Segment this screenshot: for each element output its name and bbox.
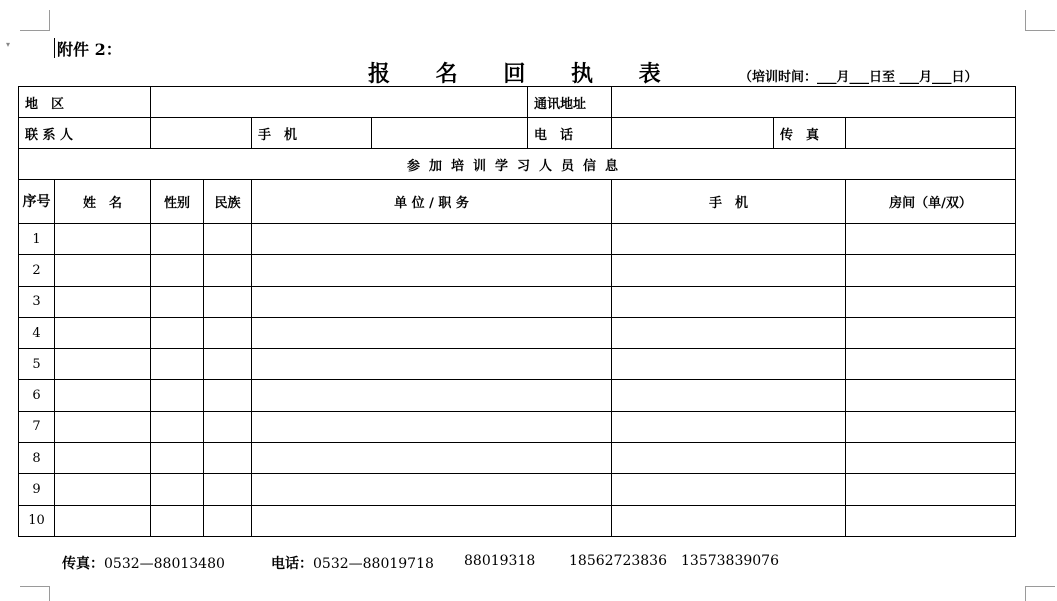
footer-fax (62, 553, 225, 573)
table-row (19, 411, 1016, 442)
room-cell[interactable] (846, 349, 1016, 380)
gender-cell[interactable] (151, 286, 204, 317)
room-cell[interactable] (846, 224, 1016, 255)
row-number: 6 (19, 380, 55, 411)
footer-phone-number-3: 18562723836 (569, 553, 667, 569)
mobile-cell[interactable] (612, 505, 846, 536)
name-cell[interactable] (55, 286, 151, 317)
ethnicity-cell[interactable] (204, 380, 252, 411)
table-row (19, 474, 1016, 505)
contact-label: 联 系 人 (19, 118, 151, 149)
name-cell[interactable] (55, 505, 151, 536)
unit-position-cell[interactable] (252, 411, 612, 442)
table-row (19, 349, 1016, 380)
mobile-cell[interactable] (612, 411, 846, 442)
name-cell[interactable] (55, 474, 151, 505)
unit-position-cell[interactable] (252, 317, 612, 348)
row-number: 1 (19, 224, 55, 255)
gender-cell[interactable] (151, 349, 204, 380)
ethnicity-cell[interactable] (204, 411, 252, 442)
table-row (19, 286, 1016, 317)
footer-fax-number: 0532—88013480 (104, 556, 225, 572)
name-cell[interactable] (55, 380, 151, 411)
crop-mark (20, 30, 50, 31)
gender-cell[interactable] (151, 411, 204, 442)
table-row (19, 505, 1016, 536)
name-cell[interactable] (55, 255, 151, 286)
column-header-name: 姓 名 (55, 180, 151, 224)
section-title: 参加培训学习人员信息 (19, 149, 1016, 180)
crop-mark (20, 586, 50, 587)
ethnicity-cell[interactable] (204, 224, 252, 255)
room-cell[interactable] (846, 411, 1016, 442)
mobile-field[interactable] (372, 118, 528, 149)
table-row (19, 380, 1016, 411)
column-header-room: 房间（单/双） (846, 180, 1016, 224)
name-cell[interactable] (55, 411, 151, 442)
row-number: 3 (19, 286, 55, 317)
crop-mark (49, 10, 50, 30)
paragraph-dropdown-icon[interactable]: ▾ (6, 40, 11, 49)
crop-mark (1025, 10, 1026, 30)
phone-field[interactable] (612, 118, 774, 149)
room-cell[interactable] (846, 443, 1016, 474)
name-cell[interactable] (55, 317, 151, 348)
unit-position-cell[interactable] (252, 224, 612, 255)
ethnicity-cell[interactable] (204, 286, 252, 317)
crop-mark (1025, 586, 1055, 587)
row-number: 9 (19, 474, 55, 505)
ethnicity-cell[interactable] (204, 474, 252, 505)
table-row (19, 224, 1016, 255)
room-cell[interactable] (846, 255, 1016, 286)
training-period: （培训时间：___月___日至 ___月___日） (739, 70, 978, 85)
unit-position-cell[interactable] (252, 443, 612, 474)
row-number: 5 (19, 349, 55, 380)
name-cell[interactable] (55, 443, 151, 474)
mobile-cell[interactable] (612, 474, 846, 505)
footer-phone-number-2: 88019318 (464, 553, 536, 569)
crop-mark (1025, 587, 1026, 601)
crop-mark (49, 587, 50, 601)
gender-cell[interactable] (151, 380, 204, 411)
ethnicity-cell[interactable] (204, 255, 252, 286)
table-row (19, 255, 1016, 286)
column-header-unit-position: 单 位 / 职 务 (252, 180, 612, 224)
ethnicity-cell[interactable] (204, 349, 252, 380)
contact-field[interactable] (151, 118, 252, 149)
mobile-cell[interactable] (612, 349, 846, 380)
name-cell[interactable] (55, 224, 151, 255)
table-row (19, 443, 1016, 474)
footer-phone-number-1: 0532—88019718 (313, 556, 434, 572)
unit-position-cell[interactable] (252, 474, 612, 505)
form-title: 报 名 回 执 表 (368, 61, 680, 87)
mobile-cell[interactable] (612, 224, 846, 255)
region-field[interactable] (151, 87, 528, 118)
unit-position-cell[interactable] (252, 380, 612, 411)
attachment-label: 附件 2： (57, 40, 122, 59)
region-label: 地 区 (19, 87, 151, 118)
row-number: 10 (19, 505, 55, 536)
mobile-label: 手 机 (252, 118, 372, 149)
gender-cell[interactable] (151, 255, 204, 286)
room-cell[interactable] (846, 505, 1016, 536)
unit-position-cell[interactable] (252, 286, 612, 317)
mobile-cell[interactable] (612, 443, 846, 474)
name-cell[interactable] (55, 349, 151, 380)
address-label: 通讯地址 (528, 87, 612, 118)
table-row (19, 317, 1016, 348)
address-field[interactable] (612, 87, 1016, 118)
gender-cell[interactable] (151, 224, 204, 255)
footer-phone (271, 553, 434, 573)
mobile-cell[interactable] (612, 317, 846, 348)
text-cursor (54, 38, 55, 58)
column-header-seq: 序号 (19, 180, 55, 224)
gender-cell[interactable] (151, 505, 204, 536)
footer-fax-label: 传真： (62, 556, 104, 572)
column-header-mobile: 手 机 (612, 180, 846, 224)
ethnicity-cell[interactable] (204, 505, 252, 536)
ethnicity-cell[interactable] (204, 317, 252, 348)
unit-position-cell[interactable] (252, 349, 612, 380)
gender-cell[interactable] (151, 474, 204, 505)
row-number: 7 (19, 411, 55, 442)
column-header-gender: 性别 (151, 180, 204, 224)
crop-mark (1025, 30, 1055, 31)
room-cell[interactable] (846, 380, 1016, 411)
room-cell[interactable] (846, 317, 1016, 348)
row-number: 2 (19, 255, 55, 286)
footer-phone-label: 电话： (271, 556, 313, 572)
row-number: 4 (19, 317, 55, 348)
ethnicity-cell[interactable] (204, 443, 252, 474)
column-header-ethnicity: 民族 (204, 180, 252, 224)
unit-position-cell[interactable] (252, 255, 612, 286)
fax-field[interactable] (846, 118, 1016, 149)
row-number: 8 (19, 443, 55, 474)
unit-position-cell[interactable] (252, 505, 612, 536)
mobile-cell[interactable] (612, 380, 846, 411)
mobile-cell[interactable] (612, 286, 846, 317)
phone-label: 电 话 (528, 118, 612, 149)
gender-cell[interactable] (151, 443, 204, 474)
participant-rows (19, 224, 1016, 537)
gender-cell[interactable] (151, 317, 204, 348)
room-cell[interactable] (846, 474, 1016, 505)
registration-table (18, 86, 1016, 537)
room-cell[interactable] (846, 286, 1016, 317)
fax-label: 传 真 (774, 118, 846, 149)
mobile-cell[interactable] (612, 255, 846, 286)
footer-phone-number-4: 13573839076 (681, 553, 779, 569)
